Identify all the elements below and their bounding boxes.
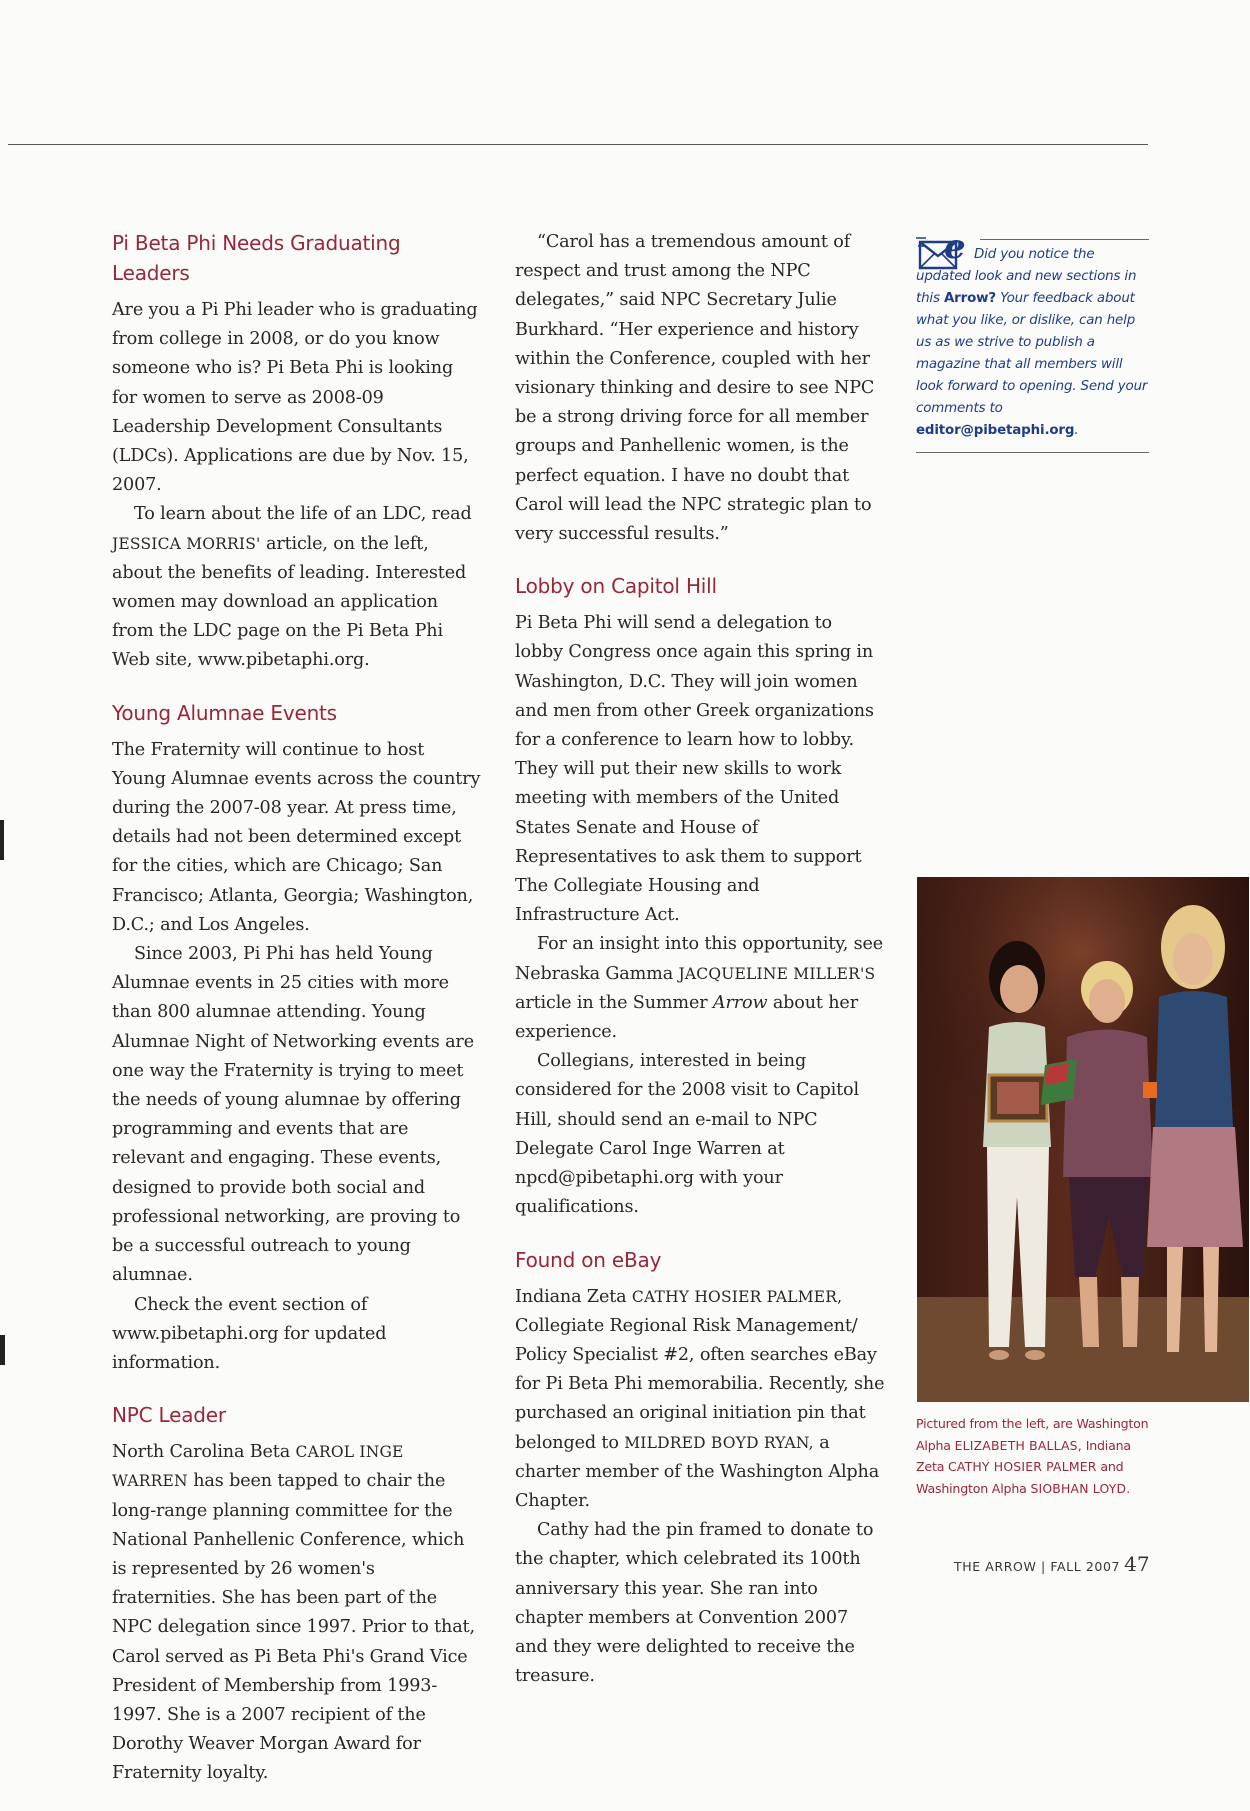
page-footer (954, 1552, 1150, 1576)
notice-rule (980, 239, 1149, 240)
paragraph: Are you a Pi Phi leader who is graduating from college in 2008, or do you know someone who is? Pi Beta Phi is looking for women to serve as 2008-09 Leadership Development Consultants (LDCs). Applications are due by Nov. 15, 2007. (112, 300, 478, 496)
paragraph: The Fraternity will continue to host Young Alumnae events across the country during the 2007-08 year. At press time, details had not been determined except for the cities, which are Chicago; San Francisco; Atlanta, Georgia; Washington, D.C.; and Los Angeles. (112, 739, 481, 935)
section-graduating-leaders (112, 228, 482, 676)
paragraph: To learn about the life of an LDC, read JESSICA MORRIS' article, on the left, about the benefits of leading. Interested women may download an application from the LDC page on the Pi Beta Phi Web site, www.pibetaphi.org. (112, 504, 472, 671)
section-heading: Found on eBay (515, 1247, 662, 1272)
paragraph: Cathy had the pin framed to donate to the chapter, which celebrated its 100th anniversary this year. She ran into chapter members at Convention 2007 and they were delighted to receive the treasure. (515, 1520, 874, 1687)
section-npc-quote (515, 228, 885, 549)
page-number: 47 (1124, 1552, 1150, 1576)
person-name: MILDRED BOYD RYAN, (624, 1433, 814, 1452)
section-found-on-ebay (515, 1245, 885, 1692)
scan-edge-mark (0, 820, 4, 860)
scan-edge-mark (0, 1335, 5, 1365)
section-young-alumnae (112, 698, 482, 1378)
section-heading: Lobby on Capitol Hill (515, 574, 717, 599)
column-left (112, 228, 482, 1811)
magazine-title: Arrow? (943, 291, 996, 306)
notice-text: Did you notice the updated look and new sections in this Arrow? Your feedback about what you like, or dislike, can help us as we strive to publish a magazine that all members will look forward to opening. Send your comments to editor@pibetaphi.org. (916, 247, 1148, 438)
magazine-issue: THE ARROW | FALL 2007 (954, 1559, 1121, 1574)
top-rule (8, 144, 1148, 145)
column-middle (515, 228, 885, 1713)
person-name: CATHY HOSIER PALMER (948, 1459, 1097, 1474)
paragraph: Check the event section of www.pibetaphi.org for updated information. (112, 1294, 387, 1373)
section-heading: NPC Leader (112, 1403, 226, 1428)
email-link[interactable]: editor@pibetaphi.org (916, 423, 1075, 438)
quote-paragraph: “Carol has a tremendous amount of respect and trust among the NPC delegates,” said NPC Secretary Julie Burkhard. “Her experience and history within the Conference, coupled with her visionary thinking and desire to see NPC be a strong driving force for all member groups and Panhellenic women, is the perfect equation. I have no doubt that Carol will lead the NPC strategic plan to very successful results.” (515, 232, 875, 545)
person-name: SIOBHAN LOYD. (1030, 1480, 1131, 1496)
paragraph: For an insight into this opportunity, see Nebraska Gamma JACQUELINE MILLER'S article in the Summer Arrow about her experience. (515, 934, 884, 1043)
paragraph: Pi Beta Phi will send a delegation to lobby Congress once again this spring in Washington, D.C. They will join women and men from other Greek organizations for a conference to learn how to lobby. They will put their new skills to work meeting with members of the United States Senate and House of Representatives to ask them to support The Collegiate Housing and Infrastructure Act. (515, 613, 874, 926)
section-heading: Pi Beta Phi Needs Graduating Leaders (112, 231, 401, 285)
person-name: CATHY HOSIER PALMER, (631, 1287, 843, 1306)
feedback-notice (916, 228, 1149, 453)
person-name: ELIZABETH BALLAS, (954, 1437, 1082, 1453)
paragraph: Collegians, interested in being considered for the 2008 visit to Capitol Hill, should send an e-mail to NPC Delegate Carol Inge Warren at npcd@pibetaphi.org with your qualifications. (515, 1051, 859, 1218)
photo-caption: Pictured from the left, are Washington Alpha ELIZABETH BALLAS, Indiana Zeta CATHY HOSIER PALMER and Washington Alpha SIOBHAN LOYD. (916, 1416, 1149, 1496)
paragraph: Indiana Zeta CATHY HOSIER PALMER, Collegiate Regional Risk Management/ Policy Specialist #2, often searches eBay for Pi Beta Phi memorabilia. Recently, she purchased an original initiation pin that belonged to MILDRED BOYD RYAN, a charter member of the Washington Alpha Chapter. (515, 1286, 885, 1511)
section-capitol-hill (515, 571, 885, 1222)
person-name: CAROL INGE WARREN (112, 1443, 404, 1491)
paragraph: Since 2003, Pi Phi has held Young Alumnae events in 25 cities with more than 800 alumnae attending. Young Alumnae Night of Networking events are one way the Fraternity is trying to meet the needs of young alumnae by offering programming and events that are relevant and engaging. These events, designed to provide both social and professional networking, are proving to be a successful outreach to young alumnae. (112, 944, 474, 1286)
photo-illustration (917, 877, 1249, 1402)
person-name: JACQUELINE MILLER'S (678, 964, 876, 983)
magazine-title: Arrow (712, 992, 768, 1013)
svg-text:e: e (944, 228, 966, 267)
section-heading: Young Alumnae Events (112, 700, 337, 725)
group-photo (917, 877, 1249, 1402)
column-right (916, 228, 1149, 453)
paragraph: North Carolina Beta CAROL INGE WARREN has been tapped to chair the long-range planning committee for the National Panhellenic Conference, which is represented by 26 women's fraternities. She has been part of the NPC delegation since 1997. Prior to that, Carol served as Pi Beta Phi's Grand Vice President of Membership from 1993-1997. She is a 2007 recipient of the Dorothy Weaver Morgan Award for Fraternity loyalty. (112, 1442, 475, 1784)
notice-rule (916, 452, 1149, 453)
section-npc-leader (112, 1400, 482, 1788)
person-name: JESSICA MORRIS' (112, 534, 261, 553)
email-envelope-icon (916, 228, 976, 270)
